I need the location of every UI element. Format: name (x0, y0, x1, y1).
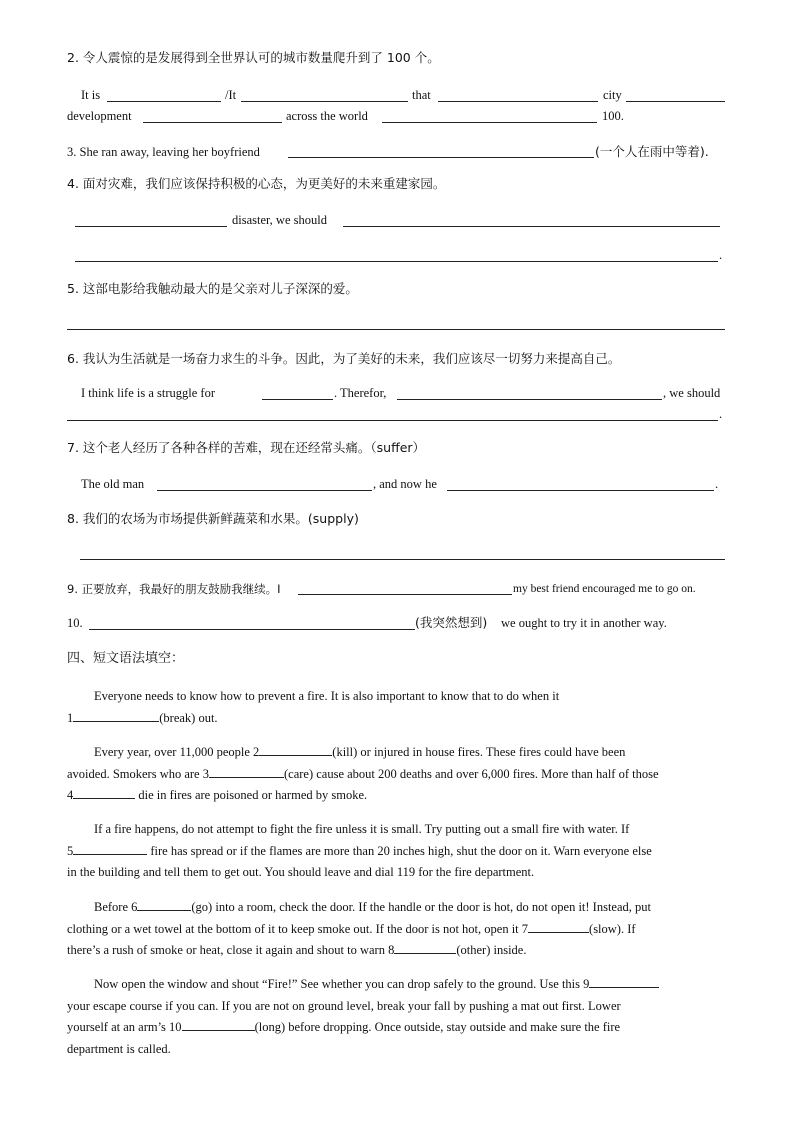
prompt-text: 这个老人经历了各种各样的苦难，现在还经常头痛。（suffer） (82, 440, 426, 455)
q6-word: . Therefor, (334, 386, 387, 400)
prompt-text: 令人震惊的是发展得到全世界认可的城市数量爬升到了 100 个。 (82, 50, 440, 65)
answer-blank[interactable] (394, 941, 456, 954)
question-number: 2. (67, 50, 79, 65)
q2-word: that (412, 88, 431, 102)
q4-word: disaster, we should (232, 213, 327, 227)
passage-line: department is called. (67, 1041, 171, 1056)
passage-paragraph-1 (67, 686, 725, 729)
answer-blank[interactable] (73, 786, 135, 799)
q2-word: city (603, 88, 622, 102)
q2-word: development (67, 109, 132, 123)
prompt-text: 面对灾难，我们应该保持积极的心态，为更美好的未来重建家园。 (82, 176, 446, 191)
q7-word: The old man (81, 477, 145, 491)
answer-blank[interactable] (75, 226, 227, 227)
passage-line: If a fire happens, do not attempt to fight the fire unless it is small. Try putting out a small fire with water. If (94, 822, 630, 836)
answer-blank[interactable] (288, 157, 594, 158)
question-10-number: 10. (67, 616, 83, 630)
answer-blank[interactable] (343, 226, 720, 227)
answer-blank[interactable] (73, 842, 147, 855)
answer-blank[interactable] (137, 898, 191, 911)
passage-line: Now open the window and shout “Fire!” See whether you can drop safely to the ground. Use this 9 (67, 974, 725, 996)
answer-blank[interactable] (107, 101, 221, 102)
passage-line: 4 die in fires are poisoned or harmed by smoke. (67, 788, 368, 802)
answer-blank[interactable] (528, 920, 589, 933)
answer-line[interactable] (67, 329, 725, 330)
prompt-text: 我认为生活就是一场奋力求生的斗争。因此，为了美好的未来，我们应该尽一切努力来提高自己。 (82, 351, 621, 366)
period: . (719, 248, 723, 262)
question-number: 4. (67, 176, 79, 191)
answer-blank[interactable] (73, 709, 159, 722)
question-6-prompt (67, 351, 620, 367)
answer-blank[interactable] (447, 490, 714, 491)
question-number: 6. (67, 351, 79, 366)
answer-blank[interactable] (89, 629, 415, 630)
question-number: 9. (67, 582, 78, 596)
answer-blank[interactable] (259, 743, 332, 756)
answer-line[interactable] (75, 261, 718, 262)
q6-word: , we should (663, 386, 721, 400)
period: . (719, 407, 723, 421)
answer-line[interactable] (80, 559, 725, 560)
question-9-prompt (67, 581, 281, 597)
answer-blank[interactable] (298, 594, 512, 595)
passage-paragraph-5 (67, 974, 725, 1060)
passage-line: Every year, over 11,000 people 2 (kill) or injured in house fires. These fires could have been (94, 745, 626, 759)
question-3-hint: (一个人在雨中等着). (595, 144, 709, 159)
section-title: 四、短文语法填空： (67, 651, 185, 666)
passage-paragraph-3 (67, 819, 725, 884)
question-7-prompt (67, 440, 425, 456)
passage-line: in the building and tell them to get out. You should leave and dial 119 for the fire department. (67, 865, 535, 879)
passage-paragraph-4 (67, 897, 725, 962)
question-number: 7. (67, 440, 79, 455)
passage-line: there’s a rush of smoke or heat, close it again and shout to warn 8 (other) inside. (67, 943, 527, 957)
passage-line: 1 (break) out. (67, 710, 218, 725)
answer-blank[interactable] (438, 101, 598, 102)
question-3-text: 3. She ran away, leaving her boyfriend (67, 145, 260, 159)
passage-line: yourself at an arm’s 10 (long) before dropping. Once outside, stay outside and make sure the fire (67, 1020, 621, 1034)
prompt-text: 这部电影给我触动最大的是父亲对儿子深深的爱。 (82, 281, 358, 296)
prompt-text: 我们的农场为市场提供新鲜蔬菜和水果。(supply) (82, 511, 359, 526)
passage-line: Everyone needs to know how to prevent a fire. It is also important to know that to do when it (94, 689, 560, 703)
q6-word: I think life is a struggle for (81, 386, 215, 400)
answer-blank[interactable] (382, 122, 597, 123)
q7-word: , and now he (373, 477, 437, 491)
q2-word: 100. (602, 109, 624, 123)
q2-word: It is (81, 88, 101, 102)
q2-word: /It (225, 88, 237, 102)
question-8-prompt (67, 511, 359, 527)
answer-blank[interactable] (241, 101, 408, 102)
question-5-prompt (67, 281, 358, 297)
passage-line: 5 fire has spread or if the flames are more than 20 inches high, shut the door on it. Warn everyone else (67, 843, 652, 858)
passage-paragraph-2 (67, 742, 725, 807)
answer-line[interactable] (67, 420, 718, 421)
question-number: 5. (67, 281, 79, 296)
question-4-prompt (67, 176, 445, 192)
answer-blank[interactable] (157, 490, 372, 491)
answer-blank[interactable] (397, 399, 662, 400)
answer-blank[interactable] (143, 122, 282, 123)
period: . (715, 477, 719, 491)
q2-word: across the world (286, 109, 368, 123)
question-number: 8. (67, 511, 79, 526)
prompt-text: 正要放弃，我最好的朋友鼓励我继续。I (81, 582, 281, 596)
answer-blank[interactable] (589, 975, 659, 988)
q9-word: my best friend encouraged me to go on. (513, 583, 696, 595)
passage-line: clothing or a wet towel at the bottom of it to keep smoke out. If the door is not hot, open it 7 (slow). If (67, 921, 636, 936)
answer-blank[interactable] (182, 1018, 255, 1031)
answer-blank[interactable] (626, 101, 725, 102)
answer-blank[interactable] (209, 765, 284, 778)
passage-line: avoided. Smokers who are 3 (care) cause about 200 deaths and over 6,000 fires. More than half of those (67, 766, 659, 781)
answer-blank[interactable] (262, 399, 333, 400)
passage-line: your escape course if you can. If you are not on ground level, break your fall by pushing a mat out first. Lower (67, 998, 621, 1013)
question-2-prompt (67, 50, 440, 66)
question-10-hint: (我突然想到) (415, 615, 488, 630)
q10-word: we ought to try it in another way. (501, 616, 667, 630)
passage-line: Before 6 (go) into a room, check the door. If the handle or the door is hot, do not open it! Instead, put (94, 900, 652, 914)
